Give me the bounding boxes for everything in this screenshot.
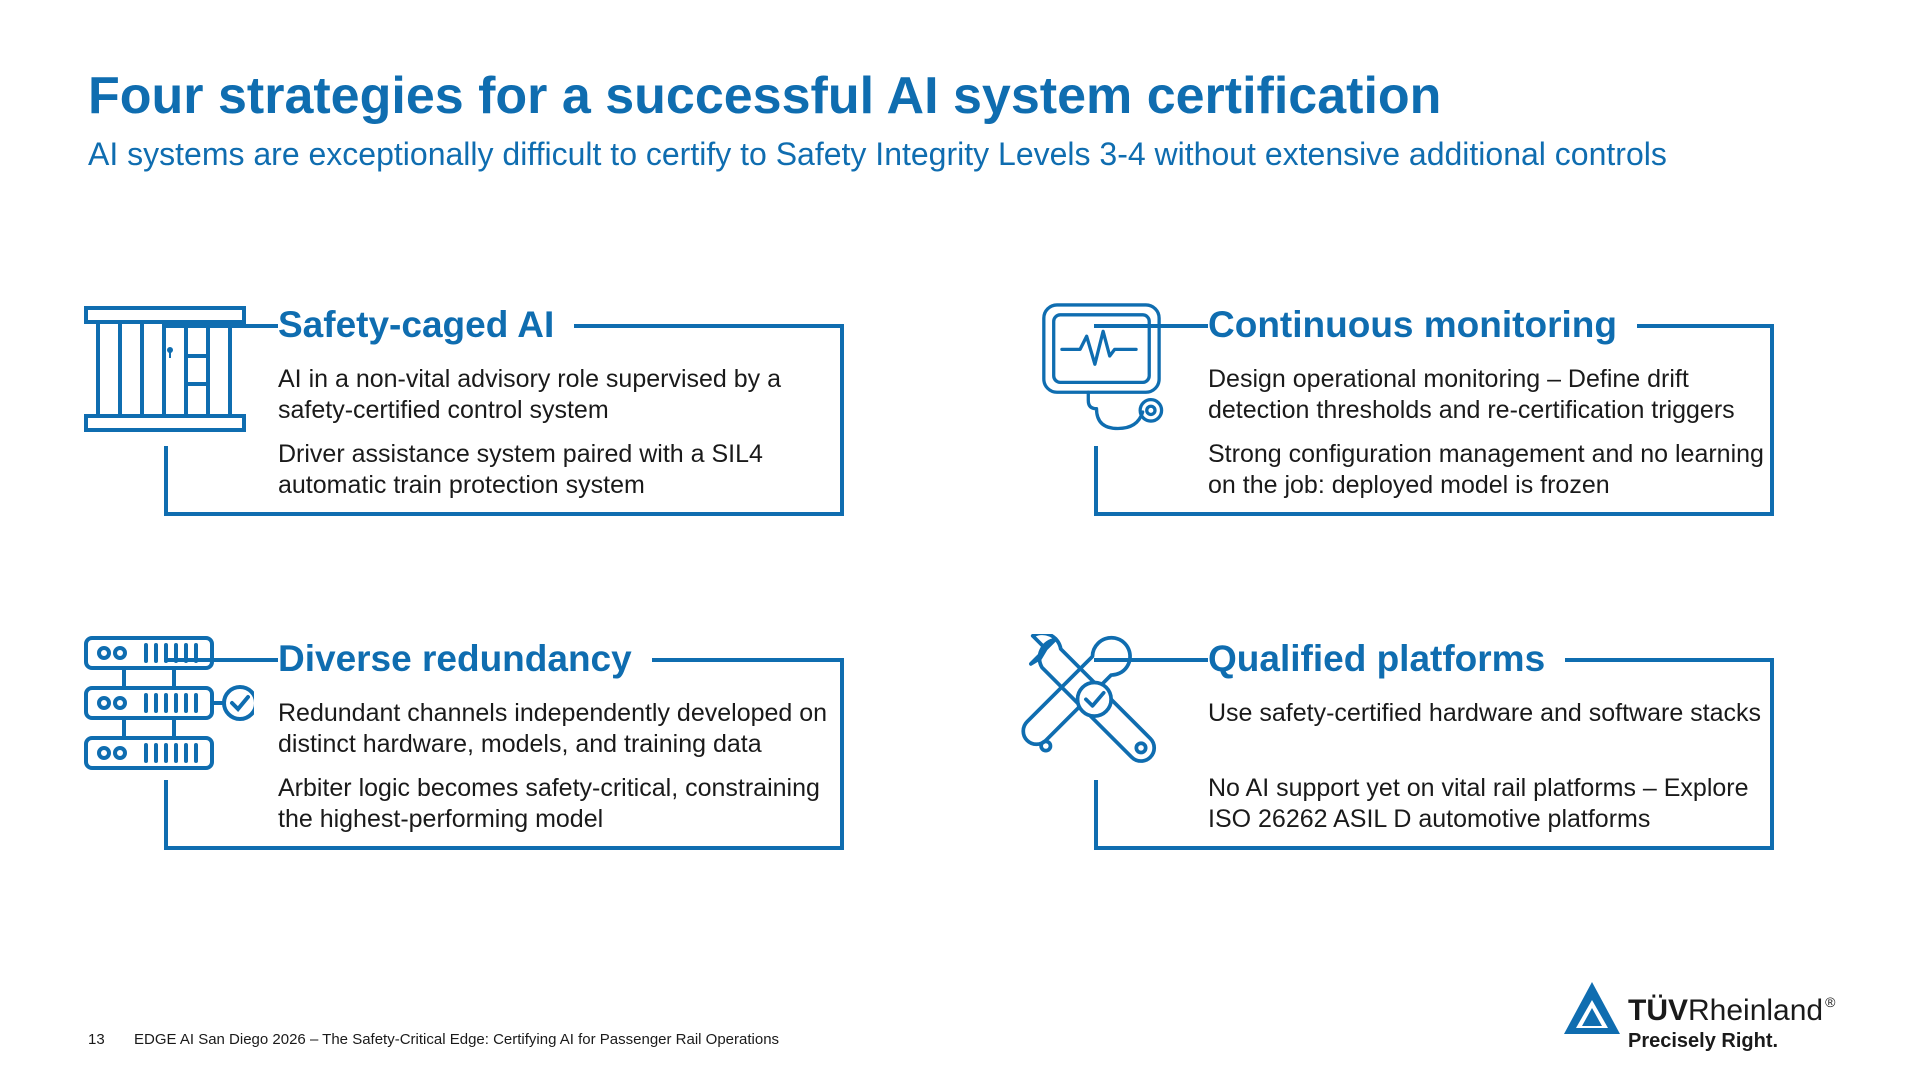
logo-brand: TÜVRheinland ® xyxy=(1628,994,1836,1027)
card-heading: Continuous monitoring xyxy=(1208,304,1637,346)
page-number: 13 xyxy=(88,1031,105,1048)
card-text-secondary: Driver assistance system paired with a SIL4 automatic train protection system xyxy=(278,440,763,499)
card-frame-left xyxy=(1094,446,1098,516)
card-text-primary: Design operational monitoring – Define drift detection thresholds and re-certification triggers xyxy=(1208,365,1735,424)
page-subtitle: AI systems are exceptionally difficult to certify to Safety Integrity Levels 3-4 without extensive additional controls xyxy=(88,136,1667,172)
card-text-primary: Use safety-certified hardware and software stacks xyxy=(1208,699,1762,727)
server-check-icon xyxy=(84,634,254,774)
card-frame-left xyxy=(164,446,168,516)
card-text-primary: Redundant channels independently developed on distinct hardware, models, and training data xyxy=(278,699,828,758)
card-heading: Safety-caged AI xyxy=(278,304,574,346)
card-frame-left xyxy=(164,780,168,850)
wrenches-check-icon xyxy=(1014,634,1184,774)
logo-tagline: Precisely Right. xyxy=(1628,1030,1779,1052)
card-text-secondary: No AI support yet on vital rail platforms – Explore ISO 26262 ASIL D automotive platforms xyxy=(1208,774,1749,833)
monitor-heartbeat-icon xyxy=(1014,300,1184,440)
page-title: Four strategies for a successful AI system certification xyxy=(88,67,1442,125)
cage-icon xyxy=(84,300,254,440)
card-text-secondary: Arbiter logic becomes safety-critical, constraining the highest-performing model xyxy=(278,774,820,833)
card-text-primary: AI in a non-vital advisory role supervised by a safety-certified control system xyxy=(278,365,782,424)
strategy-card-safety-caged xyxy=(84,300,1014,540)
tuv-rheinland-logo xyxy=(1562,980,1862,1050)
card-heading: Diverse redundancy xyxy=(278,638,652,680)
strategy-card-continuous-monitoring xyxy=(1014,300,1920,540)
triangle-logo-icon xyxy=(1562,980,1622,1036)
card-frame-left xyxy=(1094,780,1098,850)
strategy-card-qualified-platforms xyxy=(1014,634,1920,874)
card-heading: Qualified platforms xyxy=(1208,638,1565,680)
card-text-secondary: Strong configuration management and no learning on the job: deployed model is frozen xyxy=(1208,440,1764,499)
footer-text: EDGE AI San Diego 2026 – The Safety-Critical Edge: Certifying AI for Passenger Rail Operations xyxy=(134,1031,780,1048)
strategy-card-diverse-redundancy xyxy=(84,634,1014,874)
